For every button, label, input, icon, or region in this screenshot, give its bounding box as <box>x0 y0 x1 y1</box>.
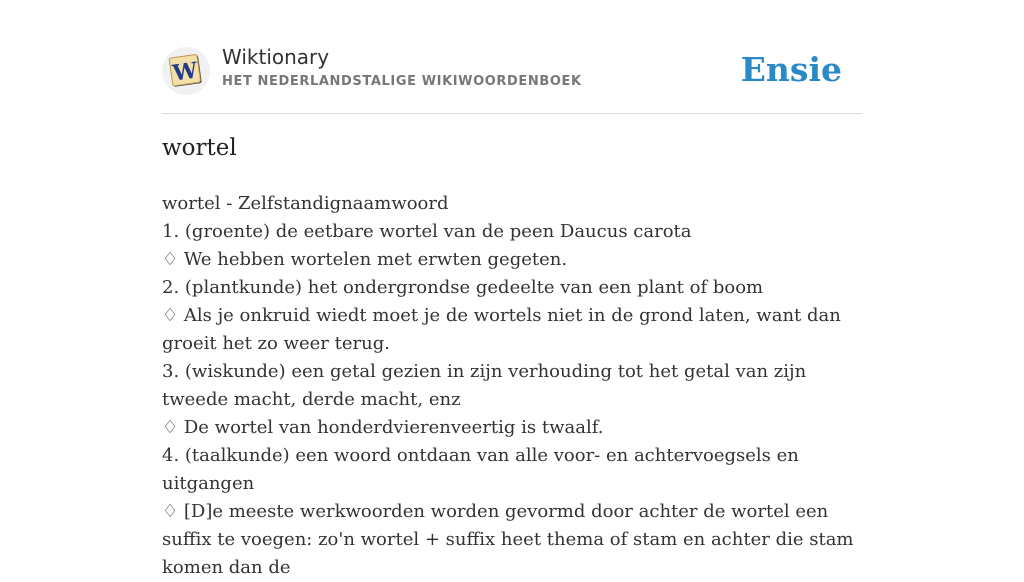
ensie-brand-link[interactable]: Ensie <box>740 50 842 89</box>
sense-line: 4. (taalkunde) een woord ontdaan van alle voor- en achtervoegsels en uitgangen <box>162 445 799 494</box>
content-column <box>162 0 862 578</box>
source-header <box>162 0 862 114</box>
definition-body <box>162 190 862 582</box>
logo-letter: W <box>171 57 200 87</box>
sense-line: 2. (plantkunde) het ondergrondse gedeelte van een plant of boom <box>162 277 764 298</box>
entry-heading-line: wortel - Zelfstandignaamwoord <box>162 193 449 214</box>
example-line: ♢ [D]e meeste werkwoorden worden gevormd door achter de wortel een suffix te voegen: zo'n wortel + suffix heet thema of stam en achter die stam komen dan de <box>162 501 854 578</box>
wiktionary-logo-icon[interactable] <box>162 47 210 95</box>
source-subtitle: HET NEDERLANDSTALIGE WIKIWOORDENBOEK <box>222 74 582 89</box>
example-line: ♢ De wortel van honderdvierenveertig is twaalf. <box>162 417 604 438</box>
entry-title: wortel <box>162 135 237 161</box>
sense-line: 3. (wiskunde) een getal gezien in zijn verhouding tot het getal van zijn tweede macht, derde macht, enz <box>162 361 807 410</box>
example-line: ♢ Als je onkruid wiedt moet je de wortels niet in de grond laten, want dan groeit het zo weer terug. <box>162 305 841 354</box>
example-line: ♢ We hebben wortelen met erwten gegeten. <box>162 249 568 270</box>
sense-line: 1. (groente) de eetbare wortel van de peen Daucus carota <box>162 221 692 242</box>
source-title[interactable]: Wiktionary <box>222 45 330 69</box>
wiktionary-tile-icon <box>162 47 210 95</box>
